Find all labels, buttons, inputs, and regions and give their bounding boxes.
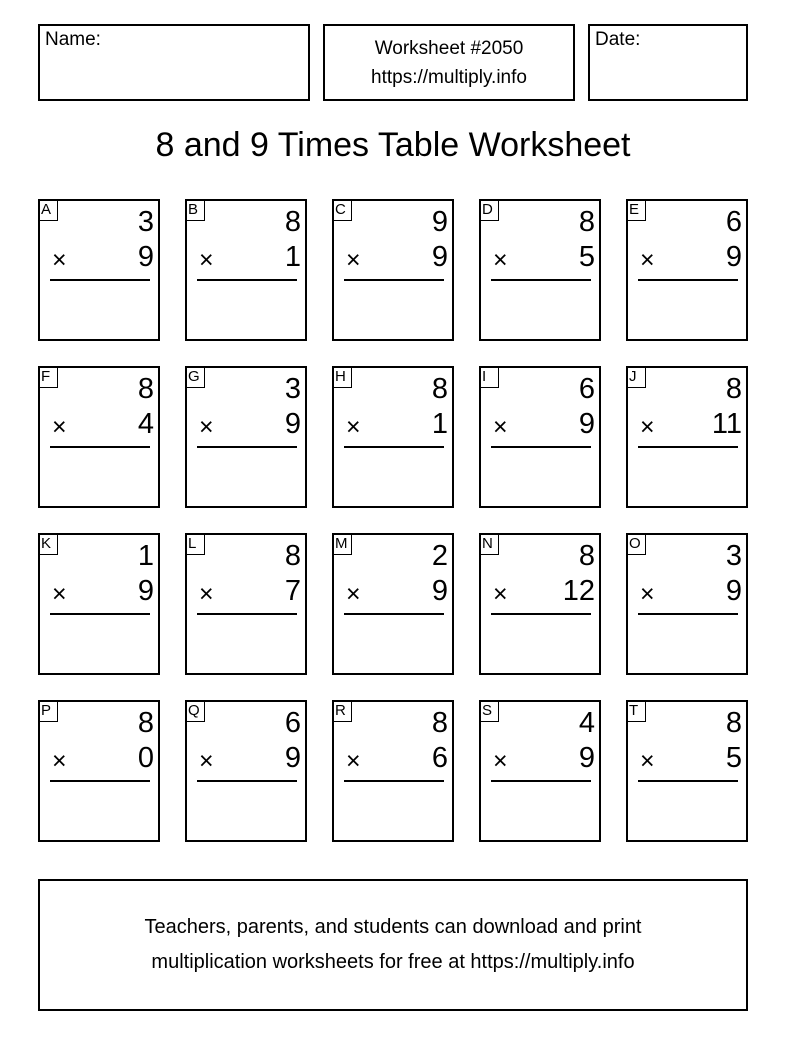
name-box[interactable] [38,24,310,101]
problem-card[interactable] [185,533,307,675]
problem-card[interactable] [626,700,748,842]
worksheet-url: https://multiply.info [371,66,527,88]
times-sign: × [346,580,361,608]
answer-line [344,613,444,615]
times-sign: × [199,580,214,608]
problem-letter: O [626,533,646,555]
answer-line [491,279,591,281]
times-sign: × [346,246,361,274]
multiplier: 4 [137,408,154,440]
multiplicand: 2 [431,540,448,572]
footer-box [38,879,748,1011]
multiplicand: 8 [137,373,154,405]
multiplicand: 8 [284,540,301,572]
multiplier: 1 [284,241,301,273]
multiplicand: 6 [725,206,742,238]
times-sign: × [493,747,508,775]
answer-line [638,446,738,448]
answer-line [344,446,444,448]
problem-card[interactable] [332,199,454,341]
multiplicand: 1 [137,540,154,572]
problem-letter: M [332,533,352,555]
answer-line [344,279,444,281]
answer-line [491,780,591,782]
answer-line [638,613,738,615]
name-label: Name: [45,29,101,50]
problem-letter: N [479,533,499,555]
problem-card[interactable] [479,533,601,675]
multiplier: 1 [431,408,448,440]
times-sign: × [493,413,508,441]
multiplicand: 8 [137,707,154,739]
problem-card[interactable] [38,366,160,508]
problem-letter: Q [185,700,205,722]
multiplier: 9 [725,575,742,607]
problem-card[interactable] [626,366,748,508]
times-sign: × [640,246,655,274]
answer-line [197,446,297,448]
multiplicand: 8 [431,373,448,405]
multiplicand: 8 [284,206,301,238]
problem-card[interactable] [626,533,748,675]
answer-line [50,780,150,782]
multiplicand: 8 [431,707,448,739]
answer-line [197,613,297,615]
times-sign: × [199,413,214,441]
problem-letter: D [479,199,499,221]
answer-line [638,780,738,782]
times-sign: × [199,246,214,274]
answer-line [344,780,444,782]
problem-card[interactable] [626,199,748,341]
problem-letter: A [38,199,58,221]
multiplier: 11 [711,408,742,440]
multiplicand: 8 [578,206,595,238]
problem-letter: J [626,366,646,388]
answer-line [491,446,591,448]
multiplier: 12 [562,575,595,607]
times-sign: × [52,413,67,441]
multiplicand: 4 [578,707,595,739]
multiplier: 7 [284,575,301,607]
multiplier: 9 [137,575,154,607]
problem-card[interactable] [38,533,160,675]
problem-card[interactable] [479,199,601,341]
problem-card[interactable] [479,700,601,842]
multiplier: 0 [137,742,154,774]
multiplier: 9 [578,408,595,440]
problem-letter: L [185,533,205,555]
problem-letter: E [626,199,646,221]
answer-line [197,780,297,782]
problem-letter: G [185,366,205,388]
worksheet-info-box [323,24,575,101]
multiplicand: 8 [578,540,595,572]
times-sign: × [346,413,361,441]
times-sign: × [640,413,655,441]
multiplier: 9 [284,742,301,774]
answer-line [50,279,150,281]
problem-letter: K [38,533,58,555]
problem-card[interactable] [185,366,307,508]
multiplier: 9 [578,742,595,774]
answer-line [50,613,150,615]
problem-card[interactable] [479,366,601,508]
multiplier: 5 [725,742,742,774]
multiplicand: 6 [578,373,595,405]
multiplicand: 8 [725,707,742,739]
multiplier: 9 [431,575,448,607]
problem-card[interactable] [38,199,160,341]
multiplicand: 9 [431,206,448,238]
multiplicand: 8 [725,373,742,405]
multiplicand: 6 [284,707,301,739]
problem-letter: S [479,700,499,722]
problem-card[interactable] [38,700,160,842]
answer-line [50,446,150,448]
date-box[interactable] [588,24,748,101]
worksheet-number: Worksheet #2050 [374,37,524,59]
times-sign: × [346,747,361,775]
answer-line [491,613,591,615]
problem-card[interactable] [332,700,454,842]
multiplier: 9 [284,408,301,440]
multiplicand: 3 [725,540,742,572]
answer-line [197,279,297,281]
times-sign: × [52,747,67,775]
problem-card[interactable] [185,199,307,341]
multiplier: 9 [725,241,742,273]
multiplier: 5 [578,241,595,273]
footer-line-1: Teachers, parents, and students can download and print [144,916,642,938]
times-sign: × [493,580,508,608]
problem-letter: R [332,700,352,722]
multiplier: 9 [431,241,448,273]
multiplicand: 3 [284,373,301,405]
problem-letter: C [332,199,352,221]
problem-letter: I [479,366,499,388]
times-sign: × [52,246,67,274]
multiplier: 9 [137,241,154,273]
problem-letter: F [38,366,58,388]
answer-line [638,279,738,281]
problem-letter: H [332,366,352,388]
times-sign: × [640,580,655,608]
page-title: 8 and 9 Times Table Worksheet [155,126,631,164]
multiplicand: 3 [137,206,154,238]
problem-card[interactable] [332,366,454,508]
problem-card[interactable] [332,533,454,675]
problem-card[interactable] [185,700,307,842]
problem-letter: B [185,199,205,221]
times-sign: × [640,747,655,775]
problem-letter: P [38,700,58,722]
footer-line-2: multiplication worksheets for free at https://multiply.info [151,951,635,973]
times-sign: × [52,580,67,608]
times-sign: × [493,246,508,274]
multiplier: 6 [431,742,448,774]
problem-letter: T [626,700,646,722]
times-sign: × [199,747,214,775]
date-label: Date: [595,29,641,50]
